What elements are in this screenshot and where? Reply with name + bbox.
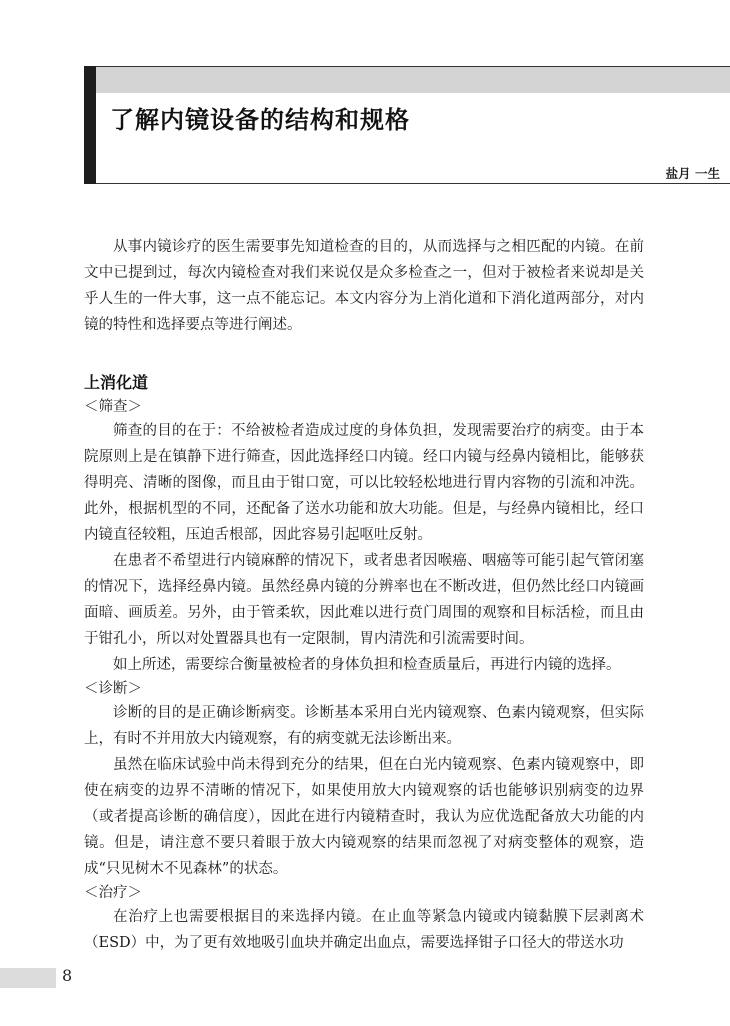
paragraph: 如上所述，需要综合衡量被检者的身体负担和检查质量后，再进行内镜的选择。: [113, 657, 621, 673]
title-gray-band: [96, 67, 730, 93]
subheading-diagnosis: ＜诊断＞: [84, 681, 142, 697]
paragraph: 在治疗上也需要根据目的来选择内镜。在止血等紧急内镜或内镜黏膜下层剥离术（ESD）中，为了更有效地吸引血块并确定出血点，需要选择钳子口径大的带送水功: [84, 909, 644, 951]
page-number: 8: [62, 966, 73, 985]
intro-paragraph: 从事内镜诊疗的医生需要事先知道检查的目的，从而选择与之相匹配的内镜。在前文中已提到过，每次内镜检查对我们来说仅是众多检查之一，但对于被检者来说却是关乎人生的一件大事，这一点不能忘记。本文内容分为上消化道和下消化道两部分，对内镜的特性和选择要点等进行阐述。: [84, 239, 644, 333]
section-heading-upper-gi: 上消化道: [84, 373, 149, 392]
article-body: [84, 234, 644, 956]
paragraph: 虽然在临床试验中尚未得到充分的结果，但在白光内镜观察、色素内镜观察中，即使在病变的边界不清晰的情况下，如果使用放大内镜观察的话也能够识别病变的边界（或者提高诊断的确信度），因此在进行内镜精查时，我认为应优选配备放大功能的内镜。但是，请注意不要只着眼于放大内镜观察的结果而忽视了对病变整体的观察，造成“只见树木不见森林”的状态。: [84, 757, 644, 877]
paragraph: 在患者不希望进行内镜麻醉的情况下，或者患者因喉癌、咽癌等可能引起气管闭塞的情况下，选择经鼻内镜。虽然经鼻内镜的分辨率也在不断改进，但仍然比经口内镜画面暗、画质差。另外，由于管柔软，因此难以进行贲门周围的观察和目标活检，而且由于钳孔小，所以对处置器具也有一定限制，胃内清洗和引流需要时间。: [84, 553, 644, 647]
page-title: 了解内镜设备的结构和规格: [110, 106, 410, 134]
author-name: 盐月 一生: [665, 166, 720, 181]
paragraph: 筛查的目的在于：不给被检者造成过度的身体负担，发现需要治疗的病变。由于本院原则上是在镇静下进行筛查，因此选择经口内镜。经口内镜与经鼻内镜相比，能够获得明亮、清晰的图像，而且由于钳口宽，可以比较轻松地进行胃内容物的引流和冲洗。此外，根据机型的不同，还配备了送水功能和放大功能。但是，与经鼻内镜相比，经口内镜直径较粗，压迫舌根部，因此容易引起呕吐反射。: [84, 423, 644, 543]
subheading-screening: ＜筛查＞: [84, 399, 142, 415]
subheading-treatment: ＜治疗＞: [84, 885, 142, 901]
page-number-tab: [0, 968, 56, 988]
paragraph: 诊断的目的是正确诊断病变。诊断基本采用白光内镜观察、色素内镜观察，但实际上，有时不并用放大内镜观察，有的病变就无法诊断出来。: [84, 705, 644, 747]
title-accent-bar: [84, 66, 96, 184]
